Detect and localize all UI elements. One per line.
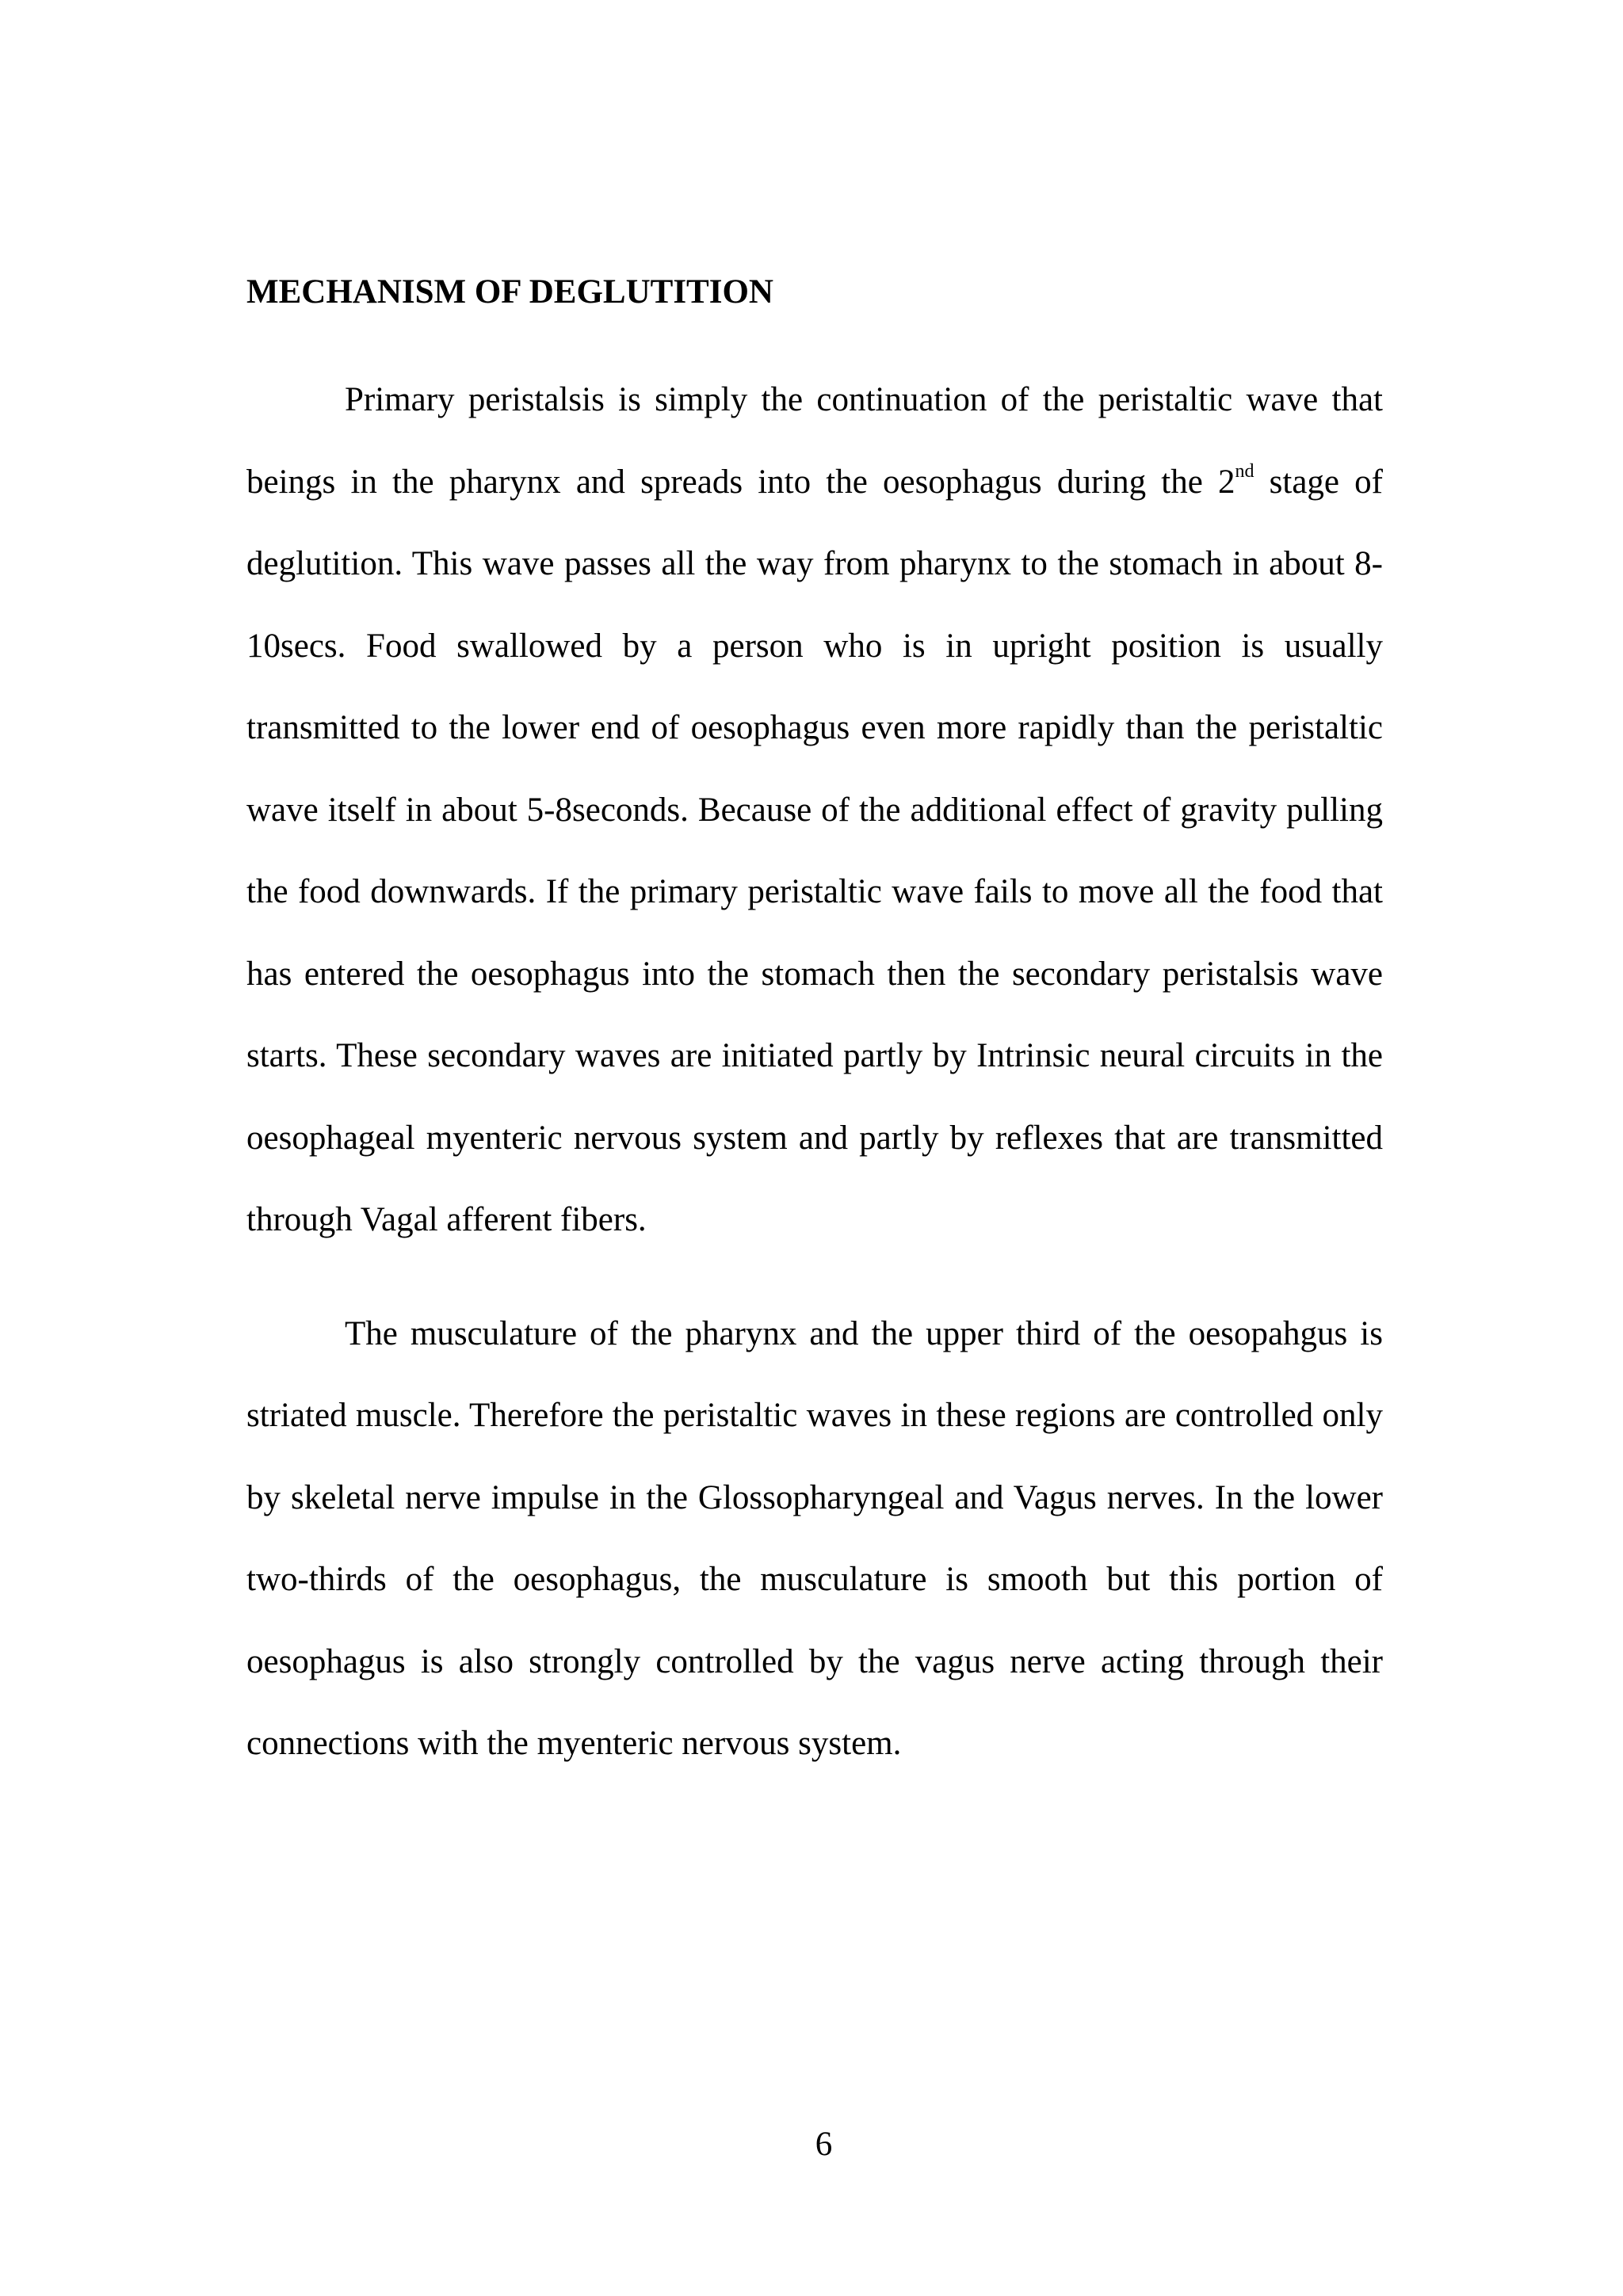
paragraph-text-before-superscript: Primary peristalsis is simply the continuation of the peristaltic wave that beings in the pharynx and spreads into the oesophagus during the 2 bbox=[246, 381, 1383, 501]
paragraph-text-after-superscript: stage of deglutition. This wave passes all the way from pharynx to the stomach in about 8-10secs. Food swallowed by a person who is in upright position is usually transmitted to the lower end of oesophagus even more rapidly than the peristaltic wave itself in about 5-8seconds. Because of the additional effect of gravity pulling the food downwards. If the primary peristaltic wave fails to move all the food that has entered the oesophagus into the stomach then the secondary peristalsis wave starts. These secondary waves are initiated partly by Intrinsic neural circuits in the oesophageal myenteric nervous system and partly by reflexes that are transmitted through Vagal afferent fibers. bbox=[246, 463, 1384, 1238]
page-content bbox=[246, 270, 1383, 1785]
paragraph-primary-peristalsis bbox=[246, 359, 1383, 1261]
section-heading: MECHANISM OF DEGLUTITION bbox=[246, 273, 773, 311]
paragraph-musculature: The musculature of the pharynx and the upper third of the oesopahgus is striated muscle. Therefore the peristaltic waves in these regions are controlled only by skeletal nerve impulse in the Glossopharyngeal and Vagus nerves. In the lower two-thirds of the oesophagus, the musculature is smooth but this portion of oesophagus is also strongly controlled by the vagus nerve acting through their connections with the myenteric nervous system. bbox=[246, 1314, 1383, 1762]
ordinal-superscript: nd bbox=[1235, 460, 1254, 482]
page-number: 6 bbox=[815, 2126, 833, 2163]
